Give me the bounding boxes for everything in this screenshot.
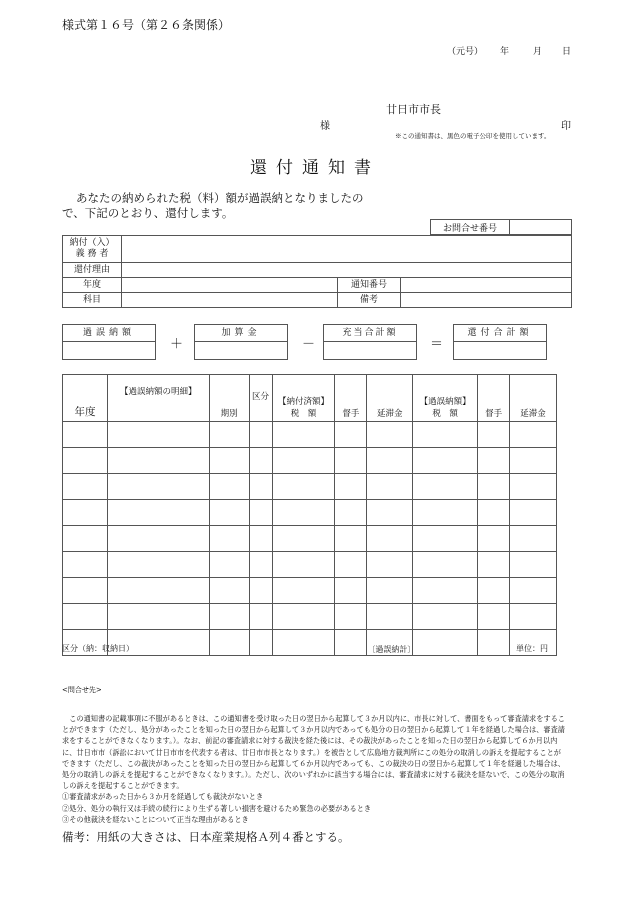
refund-reason-label: 還付理由 [63, 263, 122, 278]
taxpayer-info-table [62, 235, 572, 308]
table-cell [335, 552, 367, 578]
table-cell [367, 500, 413, 526]
appeal-notice-body: この通知書の記載事項に不服があるときは、この通知書を受け取った日の翌日から起算して３か月以内に、市長に対して、書面をもって審査請求をすることができます（ただし、処分があったことを知った日の翌日から起算して３か月以内であっても処分の日の翌日から起算して１年を経過した場合は、審査請求をすることができなくなります。）。なお、前記の審査請求に対する裁決を経た後には、その裁決があったことを知った日の翌日から起算して６か月以内に、廿日市市（訴訟において廿日市市を代表する者は、廿日市市長となります。）を被告として広島地方裁判所にこの処分の取消しの訴えを提起することができます（ただし、この裁決があったことを知った日の翌日から起算して６か月以内であっても、この裁決の日の翌日から起算して１年を経過した場合は、処分の取消しの訴えを提起することができなくなります。）。ただし、次のいずれかに該当する場合には、審査請求に対する裁決を経ないで、この処分の取消しの訴えを提起することができます。 [62, 714, 565, 791]
table-row [63, 552, 557, 578]
table-cell [510, 500, 557, 526]
table-cell [335, 630, 367, 656]
appropriation-total-box [323, 324, 417, 360]
table-row [63, 500, 557, 526]
inquiry-number-value [510, 220, 572, 235]
table-cell [478, 630, 510, 656]
table-cell [209, 604, 249, 630]
subject-value [122, 293, 338, 308]
appeal-exception-3: ③その他裁決を経ないことについて正当な理由があるとき [62, 814, 249, 824]
issuer-name: 廿日市市長 [386, 103, 441, 116]
date-day-label: 日 [562, 47, 572, 57]
col-kubun: 区分 [249, 375, 272, 422]
table-cell [63, 422, 108, 448]
table-cell [63, 474, 108, 500]
table-cell [249, 500, 272, 526]
appeal-notice [62, 713, 567, 825]
table-cell [107, 552, 209, 578]
table-cell [249, 448, 272, 474]
table-cell [63, 604, 108, 630]
col-detail: 【過誤納額の明細】 [107, 375, 209, 422]
table-cell [367, 448, 413, 474]
table-cell [510, 448, 557, 474]
notice-number-value [401, 278, 572, 293]
intro-line-1: あなたの納められた税（料）額が過誤納となりましたの [76, 191, 364, 205]
notice-number-label: 通知番号 [338, 278, 401, 293]
table-cell [107, 474, 209, 500]
table-cell [107, 422, 209, 448]
plus-sign: ＋ [170, 337, 184, 352]
table-cell [107, 500, 209, 526]
table-cell [367, 604, 413, 630]
table-cell [209, 526, 249, 552]
paid-tax-label: 税 額 [290, 409, 317, 419]
table-cell [478, 526, 510, 552]
overpaid-amount-label: 過誤納額 [63, 325, 155, 342]
table-cell [510, 604, 557, 630]
table-cell [209, 578, 249, 604]
table-row [63, 630, 557, 656]
table-row [63, 474, 557, 500]
intro-line-2: で、下記のとおり、還付します。 [62, 206, 234, 220]
table-cell [367, 526, 413, 552]
table-cell [510, 552, 557, 578]
table-cell [335, 578, 367, 604]
minus-sign: － [302, 337, 316, 352]
table-cell [249, 474, 272, 500]
table-cell [63, 552, 108, 578]
table-cell [249, 578, 272, 604]
table-row [63, 604, 557, 630]
table-cell [249, 630, 272, 656]
table-cell [335, 448, 367, 474]
table-row [63, 578, 557, 604]
table-cell [413, 552, 478, 578]
overpaid-tax-label: 税 額 [432, 409, 458, 419]
table-cell [478, 448, 510, 474]
table-cell [413, 630, 478, 656]
subject-label: 科目 [63, 293, 122, 308]
remarks-label: 備考 [338, 293, 401, 308]
table-cell [335, 500, 367, 526]
table-cell [107, 604, 209, 630]
col-year: 年度 [63, 375, 108, 422]
recipient-honorific: 様 [320, 121, 330, 132]
paper-size-note: 備考：用紙の大きさは、日本産業規格Ａ列４番とする。 [62, 830, 350, 844]
appeal-exception-2: ②処分、処分の執行又は手続の続行により生ずる著しい損害を避けるため緊急の必要があるとき [62, 803, 372, 813]
contact-label: <問合せ先> [62, 686, 102, 694]
table-cell [367, 552, 413, 578]
table-cell [209, 448, 249, 474]
appeal-exception-1: ①審査請求があった日から３か月を経過しても裁決がないとき [62, 792, 264, 802]
table-cell [413, 474, 478, 500]
table-cell [107, 448, 209, 474]
table-cell [413, 604, 478, 630]
col-overpaid-tokushu: 督手 [478, 375, 510, 422]
col-paid-tokushu: 督手 [335, 375, 367, 422]
overpaid-total-label: 〔過誤納計〕 [367, 630, 413, 656]
appropriation-total-label: 充当合計額 [324, 325, 416, 342]
overpayment-detail-table [62, 374, 557, 656]
table-cell [272, 578, 335, 604]
table-cell [413, 526, 478, 552]
table-header-row [63, 375, 557, 422]
inquiry-number-box [430, 219, 572, 235]
overpaid-amount-box [62, 324, 156, 360]
equals-sign: ＝ [430, 337, 444, 352]
table-cell [272, 552, 335, 578]
table-cell [63, 500, 108, 526]
table-cell [510, 526, 557, 552]
overpaid-group-label: 【過誤納額】 [419, 397, 471, 407]
table-cell [413, 500, 478, 526]
table-cell [478, 474, 510, 500]
paid-group-label: 【納付済額】 [277, 397, 329, 407]
payer-label [63, 236, 122, 263]
refund-reason-value [122, 263, 572, 278]
date-era-label: （元号） [447, 47, 484, 57]
table-cell [478, 422, 510, 448]
table-cell [413, 448, 478, 474]
additional-amount-label: 加算金 [195, 325, 287, 342]
table-cell [63, 448, 108, 474]
table-cell [249, 422, 272, 448]
col-period: 期別 [209, 375, 249, 422]
table-cell [209, 422, 249, 448]
table-cell [272, 474, 335, 500]
col-overpaid-delinquency: 延滞金 [510, 375, 557, 422]
table-cell [478, 578, 510, 604]
table-cell [249, 526, 272, 552]
table-cell [478, 500, 510, 526]
table-cell [478, 604, 510, 630]
inquiry-number-label: お問合せ番号 [431, 220, 510, 235]
col-paid-delinquency: 延滞金 [367, 375, 413, 422]
table-cell [272, 422, 335, 448]
table-cell [510, 422, 557, 448]
table-cell [209, 630, 249, 656]
fiscal-year-value [122, 278, 338, 293]
table-row [63, 448, 557, 474]
table-cell [107, 526, 209, 552]
table-cell [272, 526, 335, 552]
table-cell [335, 526, 367, 552]
seal-note: ※この通知書は、黒色の電子公印を使用しています。 [395, 132, 551, 140]
col-paid-tax [272, 375, 335, 422]
table-cell [63, 526, 108, 552]
refund-total-box [453, 324, 547, 360]
table-cell [413, 578, 478, 604]
table-cell [209, 552, 249, 578]
table-cell [107, 578, 209, 604]
unit-label: 単位：円 [516, 644, 548, 653]
seal-mark: 印 [561, 121, 571, 132]
table-row [63, 422, 557, 448]
payer-label-line1: 納付（入） [69, 238, 115, 248]
table-cell [510, 474, 557, 500]
remarks-value [401, 293, 572, 308]
form-number: 様式第１６号（第２６条関係） [62, 18, 231, 32]
table-cell [272, 500, 335, 526]
table-cell [209, 474, 249, 500]
table-cell [209, 500, 249, 526]
table-cell [367, 578, 413, 604]
table-cell [272, 630, 335, 656]
table-cell [335, 604, 367, 630]
table-cell [367, 474, 413, 500]
kubun-note: 区分（納：収納日） [62, 644, 134, 653]
table-cell [249, 604, 272, 630]
table-cell [272, 604, 335, 630]
table-cell [272, 448, 335, 474]
table-cell [413, 422, 478, 448]
additional-amount-box [194, 324, 288, 360]
table-row [63, 526, 557, 552]
table-cell [510, 578, 557, 604]
date-year-label: 年 [500, 47, 510, 57]
table-cell [335, 474, 367, 500]
table-cell [63, 578, 108, 604]
payer-value [122, 236, 572, 263]
col-overpaid-tax [413, 375, 478, 422]
fiscal-year-label: 年度 [63, 278, 122, 293]
table-cell [249, 552, 272, 578]
table-cell [367, 422, 413, 448]
payer-label-line2: 義 務 者 [75, 249, 109, 259]
page-title: 還付通知書 [250, 158, 380, 178]
date-month-label: 月 [533, 47, 543, 57]
table-cell [478, 552, 510, 578]
table-cell [335, 422, 367, 448]
refund-total-label: 還付合計額 [454, 325, 546, 342]
